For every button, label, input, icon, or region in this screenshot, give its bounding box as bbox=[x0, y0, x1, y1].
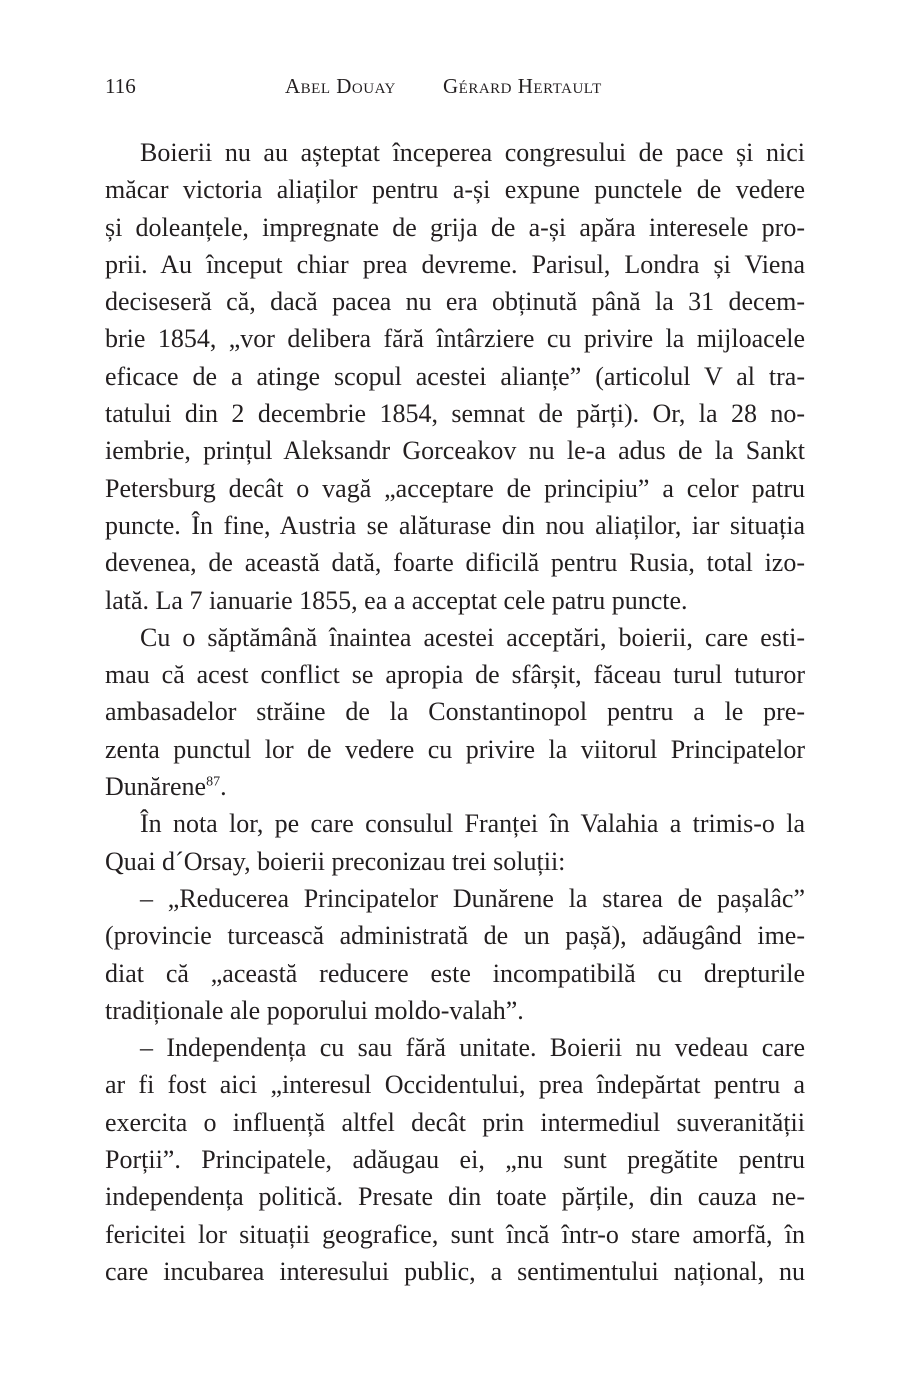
text-line: mau că acest conflict se apropia de sfârșit, făceau turul tuturor bbox=[105, 660, 805, 690]
paragraph-2 bbox=[105, 619, 805, 805]
paragraph-3 bbox=[105, 805, 805, 880]
body-text bbox=[105, 134, 805, 1290]
text-line: Quai d´Orsay, boierii preconizau trei soluții: bbox=[105, 846, 566, 876]
text-line: prii. Au început chiar prea devreme. Parisul, Londra și Viena bbox=[105, 249, 805, 279]
text-line: Cu o săptămână înaintea acestei acceptări, boierii, care esti- bbox=[140, 622, 805, 652]
text-line: tatului din 2 decembrie 1854, semnat de părți). Or, la 28 no- bbox=[105, 399, 805, 429]
page-number: 116 bbox=[105, 74, 136, 98]
text-line: care incubarea interesului public, a sentimentului național, nu bbox=[105, 1256, 805, 1286]
text-line: brie 1854, „vor delibera fără întârziere cu privire la mijloacele bbox=[105, 324, 805, 354]
author-name-2: Gérard Hertault bbox=[443, 74, 602, 98]
text-line: Petersburg decât o vagă „acceptare de principiu” a celor patru bbox=[105, 473, 805, 503]
text-line: și doleanțele, impregnate de grija de a-și apăra interesele pro- bbox=[105, 212, 805, 242]
text-line: – Independența cu sau fără unitate. Boierii nu vedeau care bbox=[140, 1033, 805, 1063]
text-line: diat că „această reducere este incompatibilă cu drepturile bbox=[105, 958, 805, 988]
text-line: devenea, de această dată, foarte dificilă pentru Rusia, total izo- bbox=[105, 548, 805, 578]
text-line bbox=[105, 768, 805, 805]
author-name-1: Abel Douay bbox=[285, 74, 396, 98]
text-fragment: Dunărene bbox=[105, 772, 207, 802]
paragraph-1 bbox=[105, 134, 805, 619]
text-line: independența politică. Presate din toate părțile, din cauza ne- bbox=[105, 1182, 805, 1212]
paragraph-4 bbox=[105, 880, 805, 1029]
text-line: eficace de a atinge scopul acestei alianțe” (articolul V al tra- bbox=[105, 361, 805, 391]
text-line: puncte. În fine, Austria se alăturase din nou aliaților, iar situația bbox=[105, 510, 805, 540]
text-line: În nota lor, pe care consulul Franței în Valahia a trimis-o la bbox=[140, 809, 805, 839]
paragraph-5 bbox=[105, 1029, 805, 1290]
text-line: iembrie, prințul Aleksandr Gorceakov nu le-a adus de la Sankt bbox=[105, 436, 805, 466]
text-line: măcar victoria aliaților pentru a-și expune punctele de vedere bbox=[105, 175, 805, 205]
text-line: Porții”. Principatele, adăugau ei, „nu sunt pregătite pentru bbox=[105, 1145, 805, 1175]
text-line: – „Reducerea Principatelor Dunărene la starea de pașalâc” bbox=[140, 883, 805, 913]
text-line: lată. La 7 ianuarie 1855, ea a acceptat cele patru puncte. bbox=[105, 585, 688, 615]
text-line: tradiționale ale poporului moldo-valah”. bbox=[105, 995, 524, 1025]
text-fragment: . bbox=[220, 772, 227, 802]
text-line: exercita o influență altfel decât prin intermediul suveranității bbox=[105, 1107, 805, 1137]
text-line: ar fi fost aici „interesul Occidentului, prea îndepărtat pentru a bbox=[105, 1070, 805, 1100]
footnote-reference[interactable]: 87 bbox=[206, 774, 221, 790]
text-line: deciseseră că, dacă pacea nu era obținută până la 31 decem- bbox=[105, 287, 805, 317]
text-line: Boierii nu au așteptat începerea congresului de pace și nici bbox=[140, 138, 805, 167]
text-line: (provincie turcească administrată de un pașă), adăugând ime- bbox=[105, 921, 805, 951]
text-line: zenta punctul lor de vedere cu privire la viitorul Principatelor bbox=[105, 734, 805, 764]
running-header bbox=[105, 74, 805, 104]
text-line: fericitei lor situații geografice, sunt încă într-o stare amorfă, în bbox=[105, 1219, 805, 1249]
text-line: ambasadelor străine de la Constantinopol pentru a le pre- bbox=[105, 697, 805, 727]
